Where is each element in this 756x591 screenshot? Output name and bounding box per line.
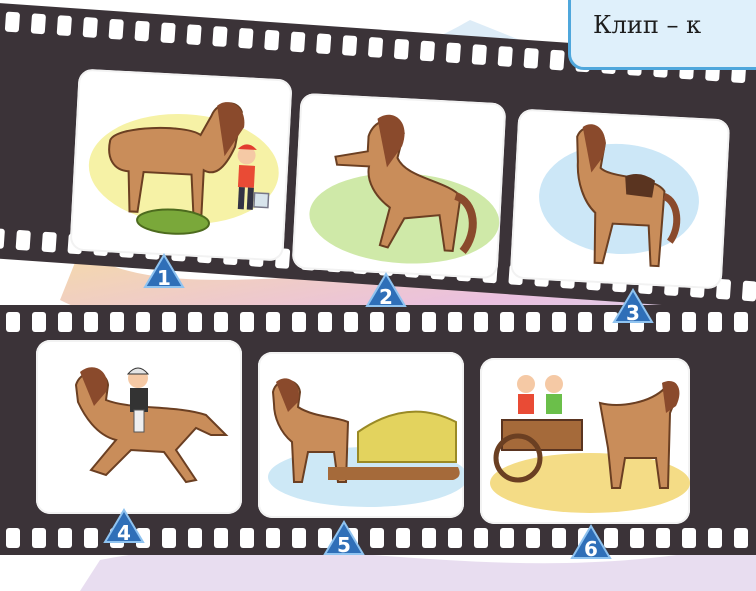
- sprocket-hole: [472, 44, 487, 65]
- sprocket-hole: [160, 22, 175, 43]
- sprocket-hole: [342, 35, 357, 56]
- sprocket-hole: [6, 312, 20, 332]
- sprocket-hole: [578, 312, 592, 332]
- sprocket-hole: [422, 312, 436, 332]
- frame-number-badge-5: [323, 520, 365, 556]
- sprocket-hole: [83, 17, 98, 38]
- sprocket-hole: [394, 39, 409, 60]
- horse-eating-hay-image: [69, 69, 292, 262]
- sprocket-hole: [134, 21, 149, 42]
- sprocket-hole: [186, 24, 201, 45]
- sprocket-hole: [84, 312, 98, 332]
- sprocket-hole: [630, 528, 644, 548]
- sprocket-hole: [708, 312, 722, 332]
- frame-number-3: 3: [626, 301, 640, 325]
- sprocket-hole: [58, 528, 72, 548]
- sprocket-hole: [498, 46, 513, 67]
- frame-number-2: 2: [379, 285, 393, 309]
- sprocket-hole: [552, 312, 566, 332]
- film-frame-6: [480, 358, 690, 524]
- frame-number-badge-3: [612, 288, 654, 324]
- caption-line-2: Клип – к: [593, 11, 702, 39]
- sprocket-hole: [370, 528, 384, 548]
- sprocket-hole: [188, 528, 202, 548]
- sprocket-hole: [57, 15, 72, 36]
- sprocket-hole: [110, 312, 124, 332]
- sprocket-hole: [188, 312, 202, 332]
- sprocket-hole: [448, 528, 462, 548]
- frame-number-6: 6: [584, 537, 598, 561]
- sprocket-hole: [240, 312, 254, 332]
- sprocket-hole: [16, 230, 31, 251]
- sprocket-hole: [5, 12, 20, 33]
- sprocket-hole: [474, 528, 488, 548]
- sprocket-hole: [290, 31, 305, 52]
- sprocket-hole: [500, 528, 514, 548]
- caption-box: [568, 0, 756, 70]
- film-frame-2: [292, 93, 507, 280]
- frame-number-badge-4: [103, 508, 145, 544]
- sprocket-hole: [212, 26, 227, 47]
- sprocket-hole: [32, 528, 46, 548]
- frame-number-badge-2: [365, 272, 407, 308]
- sprocket-hole: [422, 528, 436, 548]
- sprocket-hole: [238, 28, 253, 49]
- sprocket-hole: [396, 312, 410, 332]
- sprocket-hole: [523, 48, 538, 69]
- frame-number-1: 1: [157, 266, 171, 290]
- frame-number-badge-6: [570, 524, 612, 560]
- sprocket-hole: [549, 50, 564, 71]
- frame-number-5: 5: [337, 533, 351, 557]
- sprocket-hole: [682, 312, 696, 332]
- sprocket-hole: [448, 312, 462, 332]
- sprocket-hole: [742, 281, 756, 302]
- sprocket-hole: [656, 528, 670, 548]
- sprocket-hole: [240, 528, 254, 548]
- sprocket-hole: [500, 312, 514, 332]
- sprocket-hole: [368, 37, 383, 58]
- sprocket-hole: [266, 312, 280, 332]
- horse-pulling-hay-image: [258, 352, 464, 518]
- sprocket-hole: [708, 528, 722, 548]
- film-frame-1: [69, 69, 292, 262]
- sprocket-hole: [214, 528, 228, 548]
- sprocket-hole: [446, 42, 461, 63]
- frame-number-badge-1: [143, 253, 185, 289]
- sprocket-hole: [162, 528, 176, 548]
- sprocket-hole: [162, 312, 176, 332]
- film-frame-5: [258, 352, 464, 518]
- film-frame-3: [510, 109, 731, 290]
- sprocket-hole: [370, 312, 384, 332]
- sprocket-hole: [316, 33, 331, 54]
- sprocket-hole: [136, 312, 150, 332]
- sprocket-hole: [6, 528, 20, 548]
- sprocket-hole: [58, 312, 72, 332]
- sprocket-hole: [266, 528, 280, 548]
- sprocket-hole: [41, 232, 56, 253]
- sprocket-hole: [526, 528, 540, 548]
- sprocket-hole: [396, 528, 410, 548]
- sprocket-hole: [420, 41, 435, 62]
- sprocket-hole: [682, 528, 696, 548]
- sprocket-hole: [656, 312, 670, 332]
- horse-with-saddle-image: [510, 109, 731, 290]
- sprocket-hole: [526, 312, 540, 332]
- horse-pulling-cart-image: [480, 358, 690, 524]
- boy-riding-horse-image: [36, 340, 242, 514]
- sprocket-hole: [318, 312, 332, 332]
- sprocket-hole: [264, 30, 279, 51]
- sprocket-hole: [734, 528, 748, 548]
- frame-number-4: 4: [117, 521, 131, 545]
- sprocket-hole: [108, 19, 123, 40]
- sprocket-hole: [552, 528, 566, 548]
- sprocket-hole: [84, 528, 98, 548]
- sprocket-hole: [214, 312, 228, 332]
- horse-rearing-image: [292, 93, 507, 280]
- sprocket-hole: [734, 312, 748, 332]
- sprocket-hole: [474, 312, 488, 332]
- sprocket-hole: [292, 312, 306, 332]
- sprocket-hole: [32, 312, 46, 332]
- sprocket-hole: [344, 312, 358, 332]
- sprocket-hole: [31, 13, 46, 34]
- film-frame-4: [36, 340, 242, 514]
- sprocket-hole: [292, 528, 306, 548]
